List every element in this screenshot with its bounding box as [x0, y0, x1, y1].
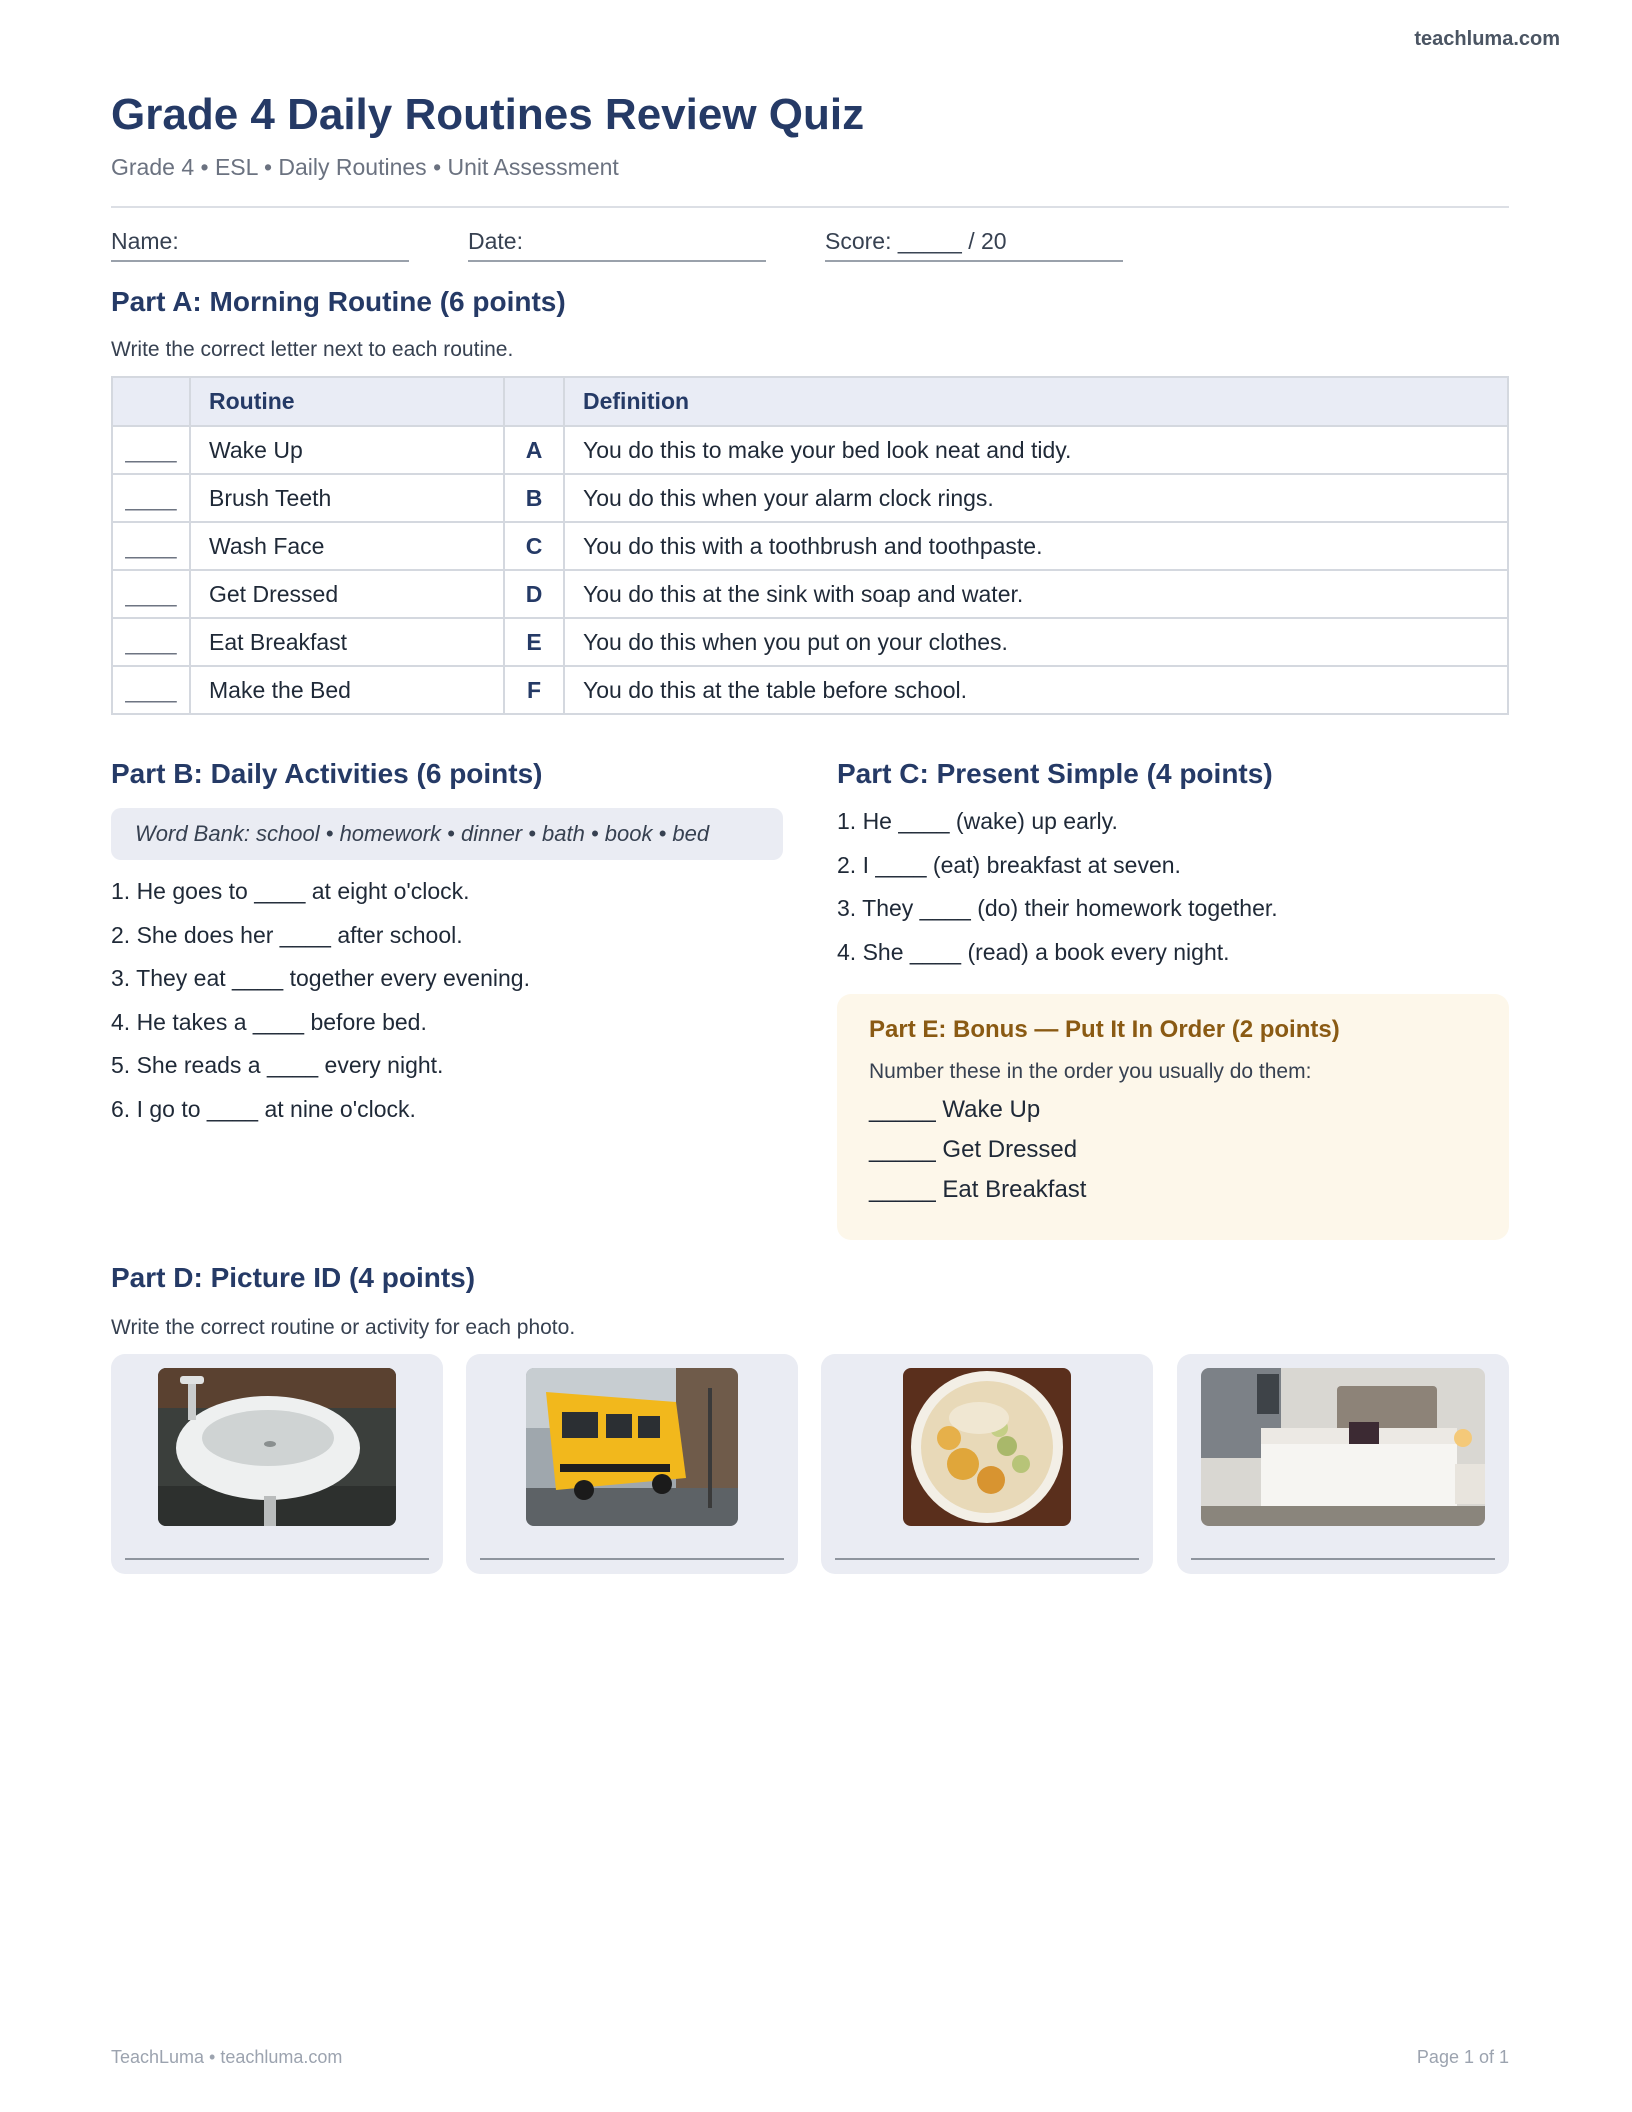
answer-line[interactable] [835, 1558, 1139, 1560]
photo-card [466, 1354, 798, 1574]
table-row [112, 570, 1508, 618]
list-item: _____ Wake Up [869, 1096, 1041, 1123]
part-a-instruction: Write the correct letter next to each routine. [111, 338, 514, 361]
list-item: 4. He takes a ____ before bed. [111, 1008, 427, 1035]
letter-cell: D [504, 570, 564, 618]
list-item: 1. He ____ (wake) up early. [837, 808, 1118, 834]
part-c-heading: Part C: Present Simple (4 points) [837, 758, 1273, 789]
score-label: Score: _____ / 20 [825, 228, 1007, 254]
routine-column-header: Routine [190, 377, 504, 426]
table-row [112, 666, 1508, 714]
definition-cell: You do this with a toothbrush and toothpaste. [564, 522, 1508, 570]
photo-card [1177, 1354, 1509, 1574]
answer-blank[interactable]: ____ [112, 426, 190, 474]
list-item: _____ Get Dressed [869, 1136, 1078, 1163]
school-bus-photo [526, 1368, 738, 1526]
breakfast-plate-photo [903, 1368, 1071, 1526]
letter-cell: C [504, 522, 564, 570]
definition-cell: You do this at the sink with soap and water. [564, 570, 1508, 618]
list-item: 1. He goes to ____ at eight o'clock. [111, 878, 470, 904]
part-a-heading: Part A: Morning Routine (6 points) [111, 286, 566, 317]
part-d-instruction: Write the correct routine or activity for each photo. [111, 1316, 576, 1339]
bathroom-sink-photo [158, 1368, 396, 1526]
table-header-row [112, 377, 1508, 426]
part-b-heading: Part B: Daily Activities (6 points) [111, 758, 543, 789]
answer-blank[interactable]: ____ [112, 474, 190, 522]
letter-column-header [504, 377, 564, 426]
list-item: _____ Eat Breakfast [869, 1176, 1087, 1203]
part-b-list [111, 878, 783, 1140]
answer-column-header [112, 377, 190, 426]
page-subtitle: Grade 4 • ESL • Daily Routines • Unit Assessment [111, 154, 619, 180]
photo-card [111, 1354, 443, 1574]
answer-line[interactable] [125, 1558, 429, 1560]
table-row [112, 522, 1508, 570]
part-d-heading: Part D: Picture ID (4 points) [111, 1262, 476, 1293]
footer-brand: TeachLuma • teachluma.com [111, 2047, 343, 2067]
list-item: 2. She does her ____ after school. [111, 921, 463, 948]
definition-cell: You do this when you put on your clothes. [564, 618, 1508, 666]
definition-cell: You do this when your alarm clock rings. [564, 474, 1508, 522]
bedroom-bed-photo [1201, 1368, 1485, 1526]
routine-cell: Brush Teeth [190, 474, 504, 522]
list-item: 3. They ____ (do) their homework together. [837, 895, 1278, 922]
part-e-heading: Part E: Bonus — Put It In Order (2 points) [869, 1016, 1340, 1043]
table-row [112, 618, 1508, 666]
list-item: 3. They eat ____ together every evening. [111, 965, 530, 992]
table-row [112, 426, 1508, 474]
list-item: 2. I ____ (eat) breakfast at seven. [837, 851, 1181, 878]
photo-card [821, 1354, 1153, 1574]
matching-table [111, 376, 1509, 715]
list-item: 5. She reads a ____ every night. [111, 1052, 444, 1079]
page-number: Page 1 of 1 [1416, 2047, 1509, 2067]
score-field[interactable] [825, 228, 1123, 262]
brand-url: teachluma.com [1414, 28, 1560, 50]
answer-blank[interactable]: ____ [112, 618, 190, 666]
definition-cell: You do this at the table before school. [564, 666, 1508, 714]
letter-cell: E [504, 618, 564, 666]
date-field[interactable] [468, 228, 766, 262]
definition-cell: You do this to make your bed look neat and tidy. [564, 426, 1508, 474]
page-title: Grade 4 Daily Routines Review Quiz [111, 90, 865, 139]
answer-blank[interactable]: ____ [112, 522, 190, 570]
routine-cell: Wash Face [190, 522, 504, 570]
letter-cell: A [504, 426, 564, 474]
letter-cell: B [504, 474, 564, 522]
answer-blank[interactable]: ____ [112, 570, 190, 618]
answer-blank[interactable]: ____ [112, 666, 190, 714]
answer-line[interactable] [1191, 1558, 1495, 1560]
part-c-list [837, 808, 1509, 982]
routine-cell: Wake Up [190, 426, 504, 474]
name-label: Name: [111, 228, 179, 254]
definition-column-header: Definition [564, 377, 1508, 426]
routine-cell: Eat Breakfast [190, 618, 504, 666]
date-label: Date: [468, 228, 523, 254]
routine-cell: Make the Bed [190, 666, 504, 714]
list-item: 4. She ____ (read) a book every night. [837, 938, 1230, 965]
letter-cell: F [504, 666, 564, 714]
header-divider [111, 206, 1509, 208]
routine-cell: Get Dressed [190, 570, 504, 618]
word-bank: Word Bank: school • homework • dinner • bath • book • bed [111, 808, 783, 860]
name-field[interactable] [111, 228, 409, 262]
part-e-instruction: Number these in the order you usually do them: [869, 1060, 1312, 1083]
bonus-box [837, 994, 1509, 1240]
part-e-list [869, 1096, 1477, 1216]
list-item: 6. I go to ____ at nine o'clock. [111, 1095, 416, 1122]
table-row [112, 474, 1508, 522]
answer-line[interactable] [480, 1558, 784, 1560]
